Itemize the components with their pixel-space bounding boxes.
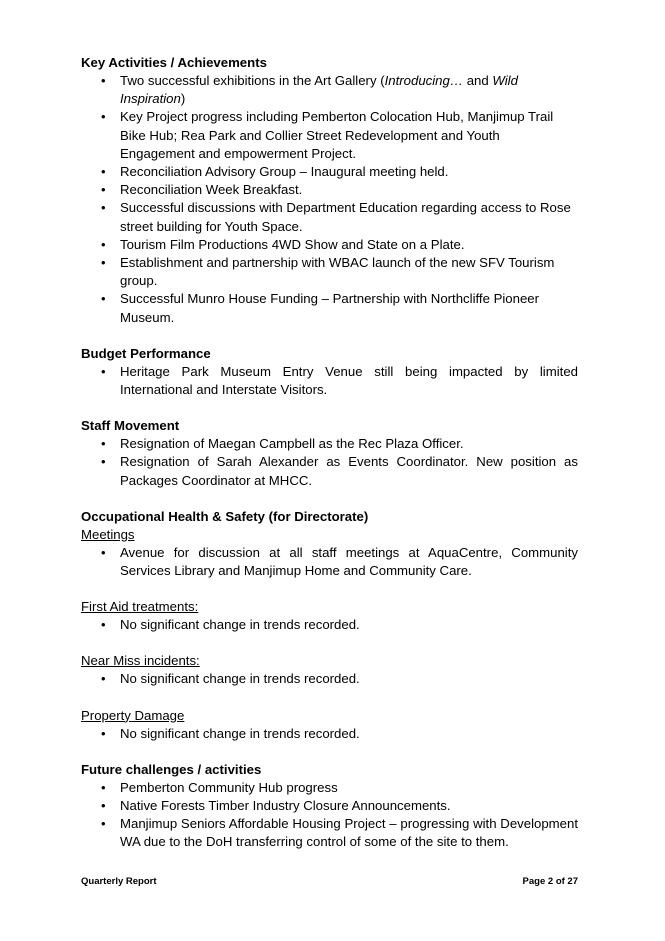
budget-list <box>81 363 578 399</box>
list-item: • Reconciliation Advisory Group – Inaugural meeting held. <box>81 163 578 181</box>
bullet-icon: • <box>101 200 106 216</box>
budget-heading: Budget Performance <box>81 345 211 361</box>
property-damage-list <box>81 725 578 743</box>
list-item: • No significant change in trends recorded. <box>81 725 578 743</box>
bullet-icon: • <box>101 671 106 687</box>
key-activities-heading: Key Activities / Achievements <box>81 55 267 70</box>
staff-heading: Staff Movement <box>81 418 180 434</box>
footer-report-name: Quarterly Report <box>81 876 157 887</box>
list-item: • Native Forests Timber Industry Closure Announcements. <box>81 797 578 815</box>
list-item: • Resignation of Maegan Campbell as the Rec Plaza Officer. <box>81 435 578 453</box>
ohs-heading: Occupational Health & Safety (for Directorate) <box>81 508 369 524</box>
near-miss-list <box>81 670 578 688</box>
key-activities-list <box>81 72 578 327</box>
near-miss-subheading: Near Miss incidents: <box>81 653 200 669</box>
future-heading: Future challenges / activities <box>81 761 262 777</box>
list-item: • Successful Munro House Funding – Partnership with Northcliffe Pioneer Museum. <box>101 291 540 325</box>
bullet-icon: • <box>101 291 106 307</box>
bullet-icon: • <box>101 255 106 271</box>
bullet-icon: • <box>101 454 106 470</box>
list-item: • Avenue for discussion at all staff meetings at AquaCentre, Community Services Library and Manjimup Home and Community Care. <box>101 544 578 579</box>
bullet-icon: • <box>101 816 106 832</box>
staff-list <box>81 435 578 490</box>
bullet-icon: • <box>101 617 106 633</box>
bullet-icon: • <box>101 109 106 125</box>
bullet-icon: • <box>101 236 106 252</box>
list-item: • Key Project progress including Pemberton Colocation Hub, Manjimup Trail Bike Hub; Rea Park and Collier Street Redevelopment and Youth Engagement and empowerment Project. <box>101 109 554 161</box>
meetings-subheading: Meetings <box>81 526 135 542</box>
list-item: • No significant change in trends recorded. <box>81 670 578 688</box>
list-item: • No significant change in trends recorded. <box>81 616 578 634</box>
list-item: • Heritage Park Museum Entry Venue still being impacted by limited International and Interstate Visitors. <box>101 363 578 398</box>
meetings-list <box>81 544 578 580</box>
list-item: • Manjimup Seniors Affordable Housing Project – progressing with Development WA due to the DoH transferring control of some of the site to them. <box>101 816 578 850</box>
property-damage-subheading: Property Damage <box>81 707 185 723</box>
list-item: • Reconciliation Week Breakfast. <box>81 181 578 199</box>
page-footer <box>81 876 578 887</box>
bullet-icon: • <box>101 779 106 795</box>
bullet-icon: • <box>101 73 106 88</box>
bullet-icon: • <box>101 164 106 180</box>
list-item: • Pemberton Community Hub progress <box>81 779 578 797</box>
bullet-icon: • <box>101 436 106 452</box>
future-list <box>81 779 578 852</box>
bullet-icon: • <box>101 363 106 379</box>
list-item: • Establishment and partnership with WBAC launch of the new SFV Tourism group. <box>101 255 555 289</box>
first-aid-subheading: First Aid treatments: <box>81 599 199 615</box>
list-item: • Resignation of Sarah Alexander as Events Coordinator. New position as Packages Coordinator at MHCC. <box>101 454 578 488</box>
bullet-icon: • <box>101 725 106 741</box>
list-item: • Tourism Film Productions 4WD Show and State on a Plate. <box>81 236 578 254</box>
bullet-icon: • <box>101 798 106 814</box>
first-aid-list <box>81 616 578 634</box>
footer-page-number: Page 2 of 27 <box>522 876 578 887</box>
bullet-icon: • <box>101 544 106 560</box>
list-item: • Two successful exhibitions in the Art Gallery (Introducing… and Wild Inspiration) <box>101 73 518 107</box>
list-item: • Successful discussions with Department Education regarding access to Rose street building for Youth Space. <box>101 200 571 234</box>
document-page <box>81 54 578 852</box>
bullet-icon: • <box>101 182 106 198</box>
